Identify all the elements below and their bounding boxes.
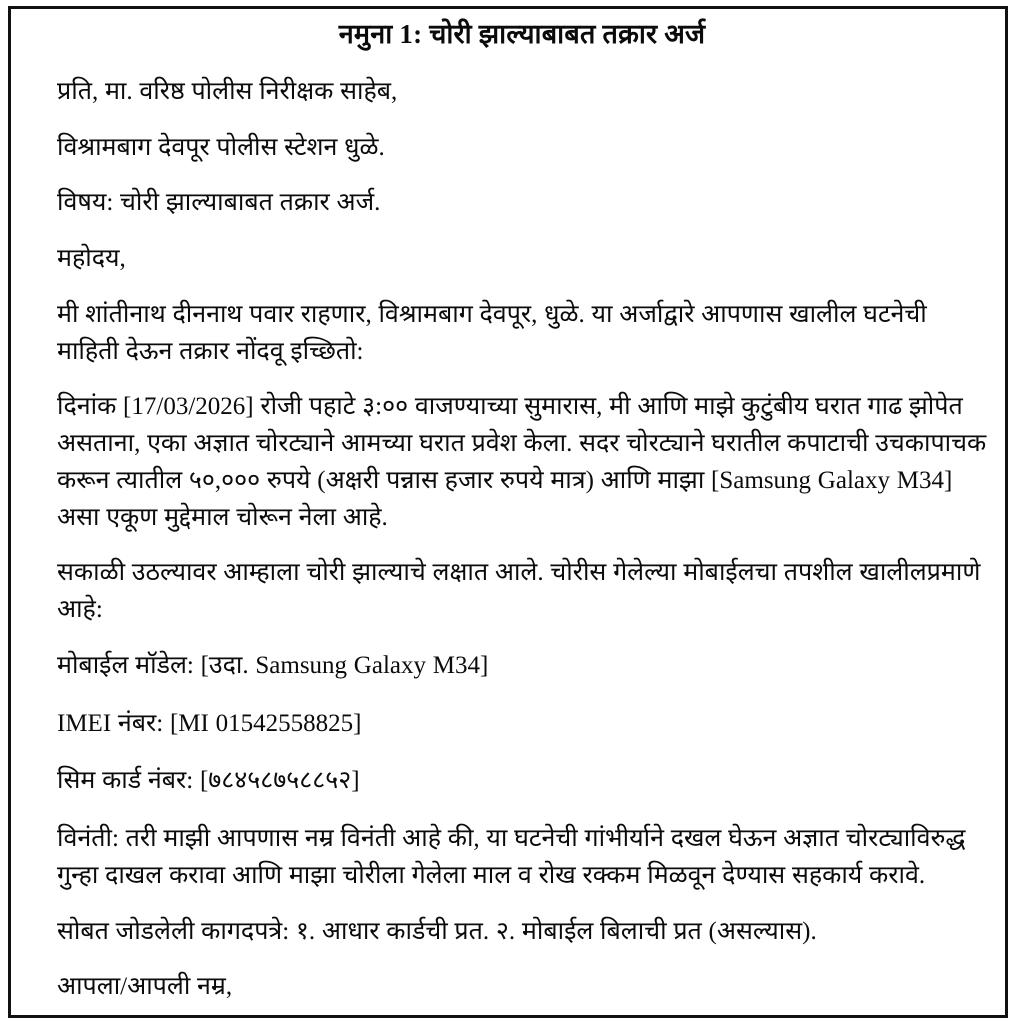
introduction-paragraph: मी शांतीनाथ दीननाथ पवार राहणार, विश्रामबाग देवपूर, धुळे. या अर्जाद्वारे आपणास खालील घटनेची माहिती देऊन तक्रार नोंदवू इच्छितो: [57,300,927,365]
sim-card-number-line: सिम कार्ड नंबर: [७८४५८७५८८५२] [57,767,360,795]
discovery-paragraph: सकाळी उठल्यावर आम्हाला चोरी झाल्याचे लक्षात आले. चोरीस गेलेल्या मोबाईलचा तपशील खालीलप्रमाणे आहे: [57,559,981,623]
salutation-line: महोदय, [57,245,126,272]
page-title: नमुना 1: चोरी झाल्याबाबत तक्रार अर्ज [338,19,706,49]
police-station-line: विश्रामबाग देवपूर पोलीस स्टेशन धुळे. [57,133,385,161]
attachments-line: सोबत जोडलेली कागदपत्रे: १. आधार कार्डची प्रत. २. मोबाईल बिलाची प्रत (असल्यास). [57,917,817,945]
recipient-line: प्रति, मा. वरिष्ठ पोलीस निरीक्षक साहेब, [57,77,398,105]
signature-closing-line: आपला/आपली नम्र, [57,973,233,1001]
imei-number-line: IMEI नंबर: [MI 01542558825] [57,709,362,737]
mobile-model-line: मोबाईल मॉडेल: [उदा. Samsung Galaxy M34] [57,651,489,679]
incident-description-paragraph: दिनांक [17/03/2026] रोजी पहाटे ३:०० वाजण्याच्या सुमारास, मी आणि माझे कुटुंबीय घरात गाढ झोपेत असताना, एका अज्ञात चोरट्याने आमच्या घरात प्रवेश केला. सदर चोरट्याने घरातील कपाटाची उचकापाचक करून त्यातील ५०,००० रुपये (अक्षरी पन्नास हजार रुपये मात्र) आणि माझा [Samsung Galaxy M34] असा एकूण मुद्देमाल चोरून नेला आहे. [57,393,987,531]
document-content [57,18,987,1006]
subject-line: विषय: चोरी झाल्याबाबत तक्रार अर्ज. [57,189,381,217]
request-paragraph: विनंती: तरी माझी आपणास नम्र विनंती आहे की, या घटनेची गांभीर्याने दखल घेऊन अज्ञात चोरट्याविरुद्ध गुन्हा दाखल करावा आणि माझा चोरीला गेलेला माल व रोख रक्कम मिळवून देण्यास सहकार्य करावे. [57,825,966,889]
